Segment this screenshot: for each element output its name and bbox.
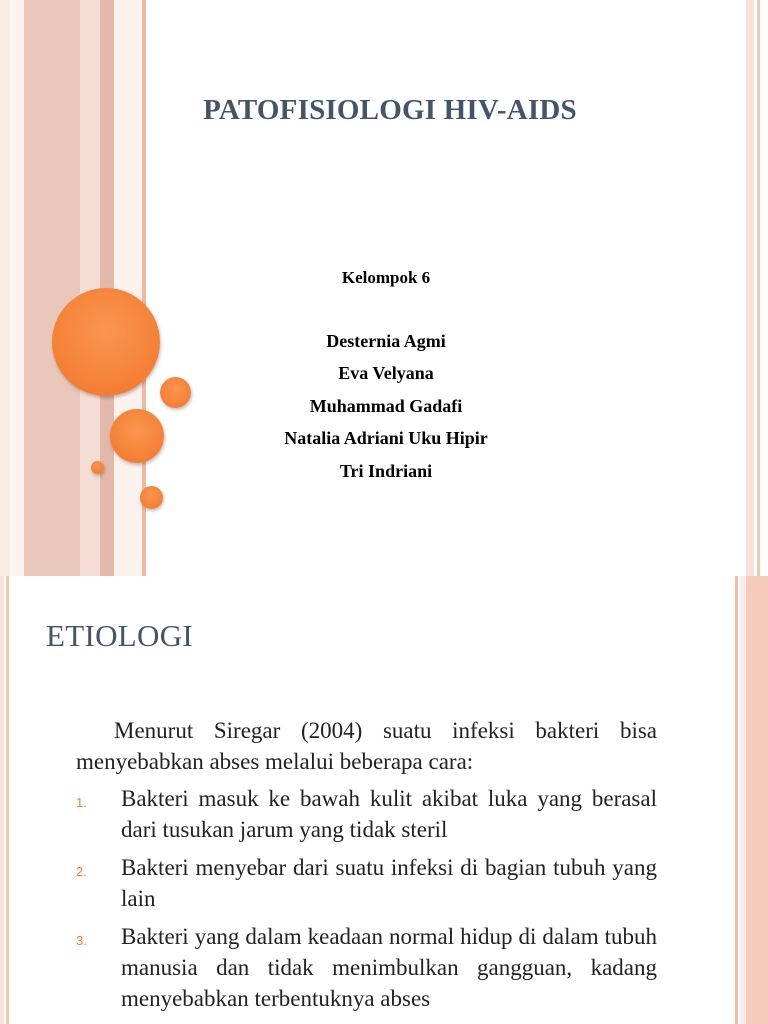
decor-circle-medium	[110, 409, 164, 463]
list-item-text: Bakteri masuk ke bawah kulit akibat luka yang berasal dari tusukan jarum yang tidak steril	[121, 786, 657, 842]
list-item-text: Bakteri yang dalam keadaan normal hidup di dalam tubuh manusia dan tidak menimbulkan gangguan, kadang menyebabkan terbentuknya abses	[121, 924, 657, 1011]
decor-stripe	[114, 0, 142, 576]
slide-heading: ETIOLOGI	[46, 618, 194, 653]
intro-paragraph: Menurut Siregar (2004) suatu infeksi bakteri bisa menyebabkan abses melalui beberapa cara:	[76, 718, 657, 774]
list-item	[76, 852, 657, 914]
slide-etiologi	[0, 576, 768, 1024]
slide-body	[76, 715, 657, 1021]
decor-stripe	[735, 576, 738, 1024]
member-name: Desternia Agmi	[326, 331, 446, 351]
decor-stripe	[10, 0, 24, 576]
decor-stripe	[0, 0, 10, 576]
decor-circle-large	[52, 288, 160, 396]
decor-stripe	[24, 0, 80, 576]
member-name: Muhammad Gadafi	[309, 395, 463, 416]
slide-title-text: PATOFISIOLOGI HIV-AIDS	[203, 94, 577, 126]
decor-stripe	[746, 0, 754, 576]
member-name: Eva Velyana	[338, 363, 434, 384]
decor-circle-small	[140, 486, 163, 509]
list-number: 1.	[76, 795, 87, 810]
decor-stripe	[757, 0, 760, 576]
list-item	[76, 783, 657, 845]
group-label: Kelompok 6	[341, 268, 431, 287]
member-name: Natalia Adriani Uku Hipir	[284, 428, 488, 449]
decor-stripe	[6, 576, 9, 1024]
decor-stripe	[746, 576, 768, 1024]
list-item-text: Bakteri menyebar dari suatu infeksi di bagian tubuh yang lain	[121, 855, 657, 911]
list-number: 2.	[76, 864, 87, 879]
list-number: 3.	[76, 933, 87, 948]
decor-stripe	[0, 576, 4, 1024]
cause-list	[76, 783, 657, 1014]
decor-circle-tiny	[91, 461, 104, 474]
list-item	[76, 921, 657, 1014]
member-list	[186, 328, 586, 490]
member-name: Tri Indriani	[339, 460, 433, 481]
